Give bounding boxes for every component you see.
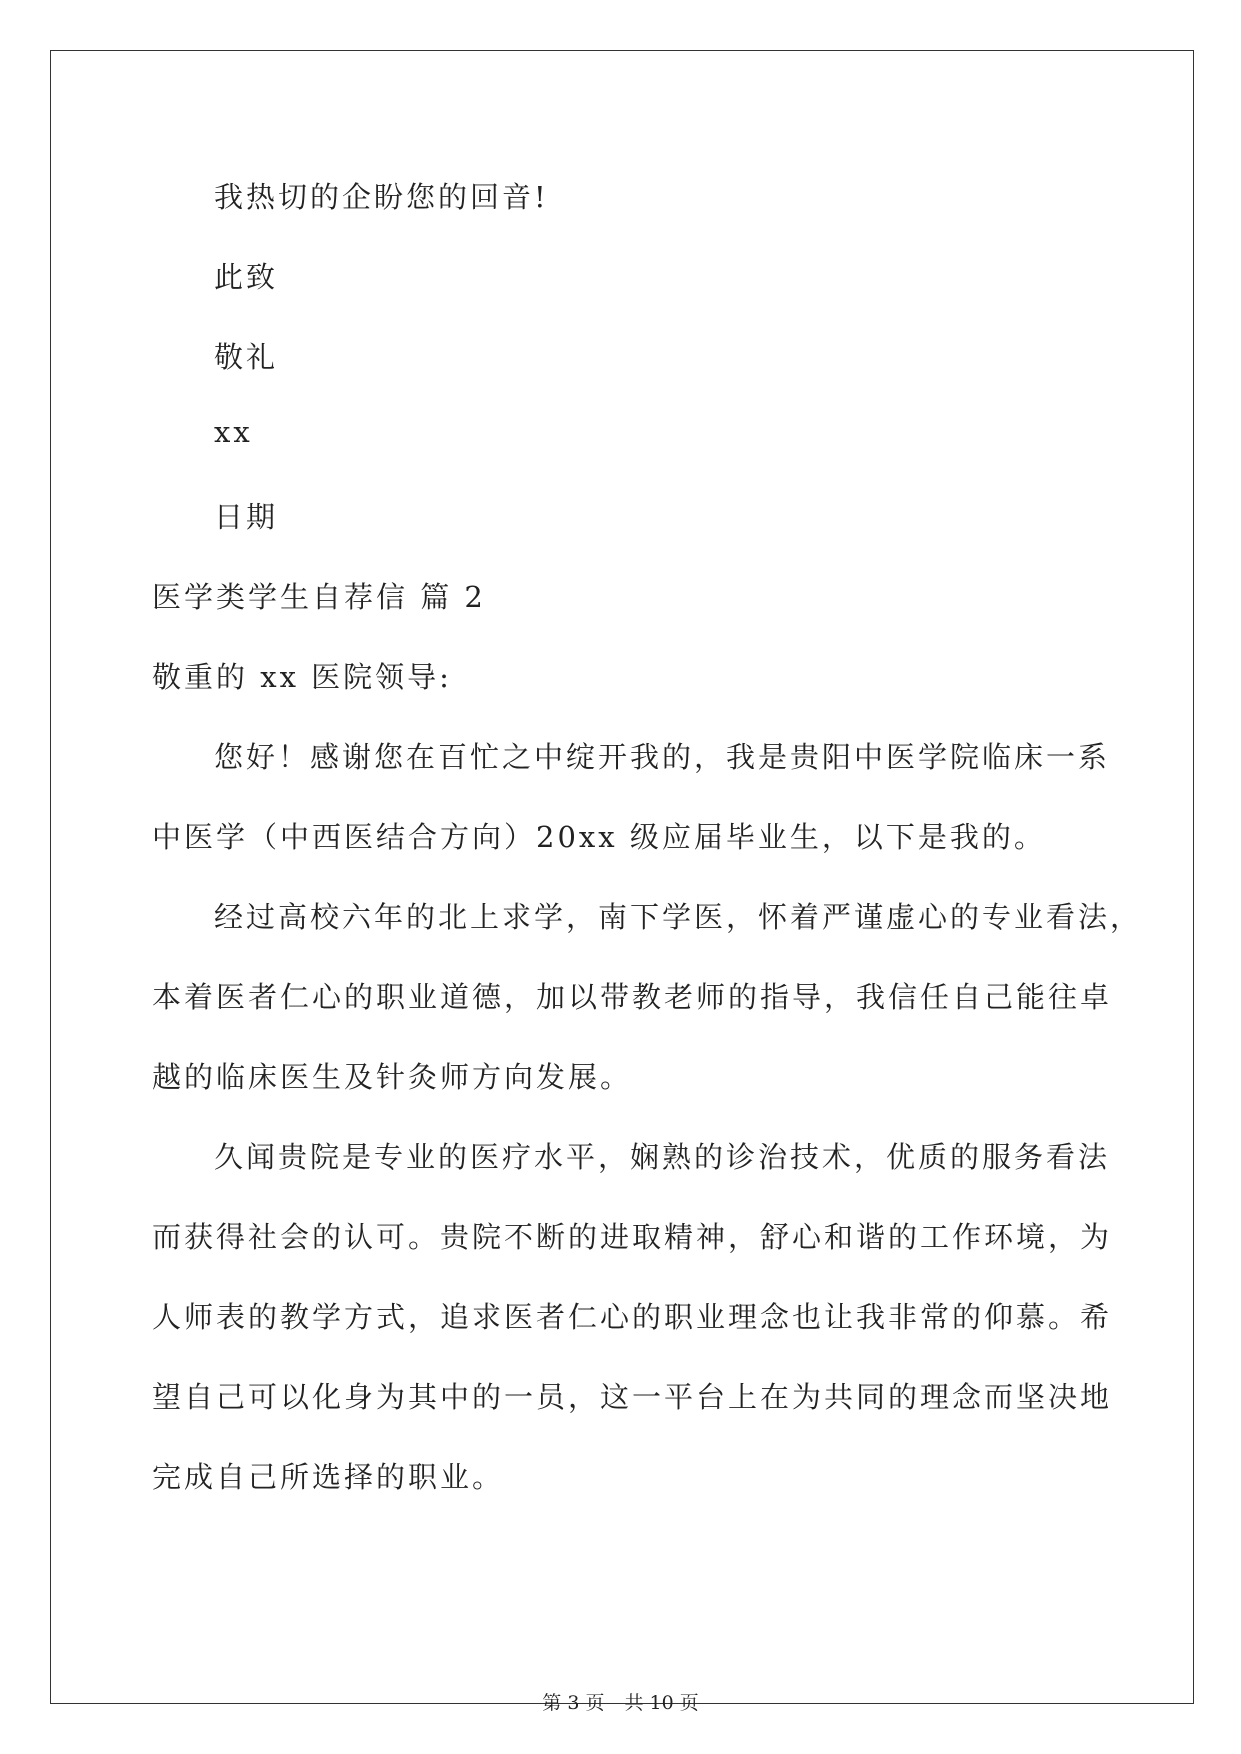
body-line: 越的临床医生及针灸师方向发展。 xyxy=(152,1060,633,1094)
salutation-jingli: 敬礼 xyxy=(214,340,279,374)
greeting: 敬重的 xx 医院领导: xyxy=(152,660,452,694)
signature-date: 日期 xyxy=(214,500,279,534)
page-footer xyxy=(0,1688,1241,1715)
body-line: 经过高校六年的北上求学，南下学医，怀着严谨虚心的专业看法， xyxy=(214,900,1143,934)
body-line: 而获得社会的认可。贵院不断的进取精神，舒心和谐的工作环境，为 xyxy=(152,1220,1113,1254)
body-line: 您好！感谢您在百忙之中绽开我的，我是贵阳中医学院临床一系 xyxy=(214,740,1111,774)
body-line: 久闻贵院是专业的医疗水平，娴熟的诊治技术，优质的服务看法 xyxy=(214,1140,1111,1174)
body-line: 中医学（中西医结合方向）20xx 级应届毕业生，以下是我的。 xyxy=(152,820,1046,854)
body-line: 望自己可以化身为其中的一员，这一平台上在为共同的理念而坚决地 xyxy=(152,1380,1113,1414)
body-line: 完成自己所选择的职业。 xyxy=(152,1460,505,1494)
page-number: 第 3 页 xyxy=(542,1692,605,1714)
page-total: 共 10 页 xyxy=(624,1692,699,1714)
section-title: 医学类学生自荐信 篇 2 xyxy=(152,580,486,614)
body-line: 本着医者仁心的职业道德，加以带教老师的指导，我信任自己能往卓 xyxy=(152,980,1113,1014)
signature-name: xx xyxy=(214,415,253,449)
body-line: 人师表的教学方式，追求医者仁心的职业理念也让我非常的仰慕。希 xyxy=(152,1300,1113,1334)
salutation-cizhi: 此致 xyxy=(214,260,279,294)
closing-line: 我热切的企盼您的回音! xyxy=(214,180,549,214)
